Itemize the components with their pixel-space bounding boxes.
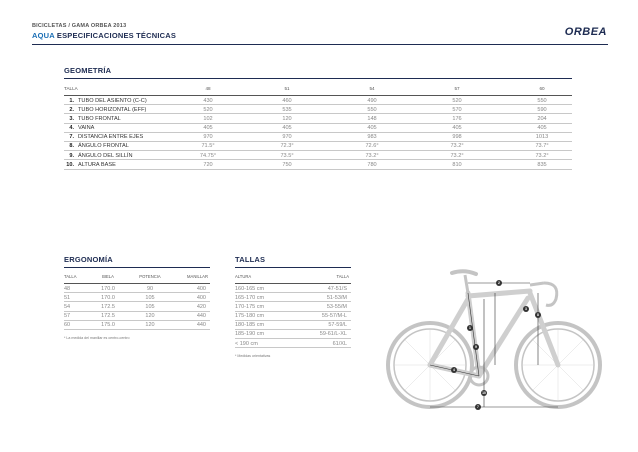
table-cell: 440 <box>196 313 206 320</box>
row-label: TUBO FRONTAL <box>78 115 121 122</box>
table-cell: 405 <box>537 125 547 132</box>
table-cell: 400 <box>196 285 206 292</box>
table-cell: 120 <box>145 313 155 320</box>
table-row <box>235 330 351 339</box>
size-header: 60 <box>539 86 545 91</box>
page-title <box>32 31 176 40</box>
marker-label: 1 <box>469 326 471 331</box>
ergonomy-note: * La medida del manillar es centro-centro <box>64 335 130 340</box>
table-row <box>64 105 572 114</box>
row-label: ALTURA BASE <box>78 161 116 168</box>
table-cell: 54 <box>64 303 71 310</box>
table-cell: 51-53/M <box>326 294 347 301</box>
table-cell: 72.6° <box>365 143 379 150</box>
table-cell: < 190 cm <box>235 340 258 347</box>
row-label: DISTANCIA ENTRE EJES <box>78 134 144 141</box>
sizes-title: TALLAS <box>235 255 266 264</box>
row-number: 8. <box>69 143 74 150</box>
table-cell: 998 <box>452 134 462 141</box>
ergonomy-header-row <box>64 268 210 284</box>
table-row <box>64 302 210 311</box>
seat-post <box>465 275 468 293</box>
table-row <box>64 160 572 169</box>
bike-geometry-diagram <box>378 263 610 413</box>
marker-label: 4 <box>453 368 455 373</box>
table-row <box>235 284 351 293</box>
size-header: 54 <box>369 86 375 91</box>
marker-label: 7 <box>477 405 479 410</box>
table-cell: 490 <box>367 97 377 104</box>
header-divider <box>32 44 608 45</box>
row-label: TUBO DEL ASIENTO (C-C) <box>78 97 147 104</box>
geometry-header-row <box>64 79 572 96</box>
table-cell: 420 <box>196 303 206 310</box>
header-kicker: BICICLETAS / GAMA ORBEA 2013 <box>32 23 127 29</box>
table-cell: 440 <box>196 322 206 329</box>
brand-logo-text: ORBEA <box>564 26 607 38</box>
table-cell: 160-165 cm <box>235 285 265 292</box>
table-row <box>64 293 210 302</box>
table-cell: 983 <box>367 134 377 141</box>
table-cell: 172.5 <box>101 313 115 320</box>
table-cell: 520 <box>452 97 462 104</box>
sizes-note: * Medidas orientativas <box>235 354 271 359</box>
table-cell: 74.75° <box>199 152 217 159</box>
table-cell: 60 <box>64 322 71 329</box>
table-cell: 970 <box>282 134 292 141</box>
page-subtitle: ESPECIFICACIONES TÉCNICAS <box>56 31 177 40</box>
row-label: VAINA <box>78 125 95 132</box>
marker-label: 3 <box>525 307 527 312</box>
geometry-table <box>64 79 572 170</box>
table-cell: 105 <box>145 303 155 310</box>
seat-stay <box>430 299 468 365</box>
table-cell: 520 <box>203 106 213 113</box>
marker-label: 2 <box>498 281 500 286</box>
table-cell: 120 <box>145 322 155 329</box>
table-cell: 570 <box>452 106 462 113</box>
table-cell: 970 <box>203 134 213 141</box>
table-cell: 73.7° <box>535 143 549 150</box>
down-tube <box>479 298 528 376</box>
table-row <box>64 142 572 151</box>
table-row <box>64 133 572 142</box>
orbea-logo <box>538 24 608 38</box>
row-label: TUBO HORIZONTAL (EFF) <box>78 106 147 113</box>
size-header: 48 <box>205 86 211 91</box>
table-cell: 51 <box>64 294 71 301</box>
table-cell: 550 <box>367 106 377 113</box>
sizes-header-row <box>235 268 351 284</box>
table-cell: 550 <box>537 97 547 104</box>
table-row <box>235 302 351 311</box>
table-cell: 172.5 <box>101 303 115 310</box>
table-cell: 405 <box>282 125 292 132</box>
table-cell: 148 <box>367 115 377 122</box>
table-cell: 175.0 <box>101 322 115 329</box>
table-cell: 405 <box>203 125 213 132</box>
table-row <box>235 321 351 330</box>
row-number: 2. <box>69 106 74 113</box>
table-cell: 835 <box>537 161 547 168</box>
table-cell: 73.5° <box>280 152 294 159</box>
table-cell: 185-190 cm <box>235 331 265 338</box>
size-header: 51 <box>284 86 290 91</box>
row-number: 1. <box>69 97 74 104</box>
table-cell: 590 <box>537 106 547 113</box>
ergonomy-title: ERGONOMÍA <box>64 255 113 264</box>
table-cell: 780 <box>367 161 377 168</box>
ergonomy-header: MANILLAR <box>187 274 208 279</box>
table-cell: 405 <box>452 125 462 132</box>
table-row <box>64 124 572 133</box>
table-cell: 73.2° <box>450 143 464 150</box>
table-cell: 73.2° <box>535 152 549 159</box>
table-row <box>64 151 572 160</box>
saddle <box>452 271 476 274</box>
row-number: 3. <box>69 115 74 122</box>
table-cell: 170.0 <box>101 294 115 301</box>
table-cell: 810 <box>452 161 462 168</box>
table-cell: 720 <box>203 161 213 168</box>
table-cell: 176 <box>452 115 462 122</box>
geometry-title: GEOMETRÍA <box>64 66 112 75</box>
table-cell: 105 <box>145 294 155 301</box>
size-label: TALLA <box>64 86 78 91</box>
table-cell: 53-55/M <box>326 303 347 310</box>
table-cell: 73.2° <box>450 152 464 159</box>
table-cell: 170-175 cm <box>235 303 265 310</box>
table-cell: 59-61/L-XL <box>319 331 347 338</box>
ergonomy-header: BIELA <box>102 274 114 279</box>
sizes-header: ALTURA <box>235 274 252 279</box>
table-row <box>235 312 351 321</box>
table-cell: 61/XL <box>332 340 347 347</box>
marker-label: 8 <box>537 313 539 318</box>
row-label: ÁNGULO DEL SILLÍN <box>78 152 133 159</box>
table-cell: 90 <box>146 285 154 292</box>
table-cell: 73.2° <box>365 152 379 159</box>
table-cell: 430 <box>203 97 213 104</box>
table-row <box>64 321 210 330</box>
table-cell: 204 <box>537 115 547 122</box>
sizes-header: TALLA <box>336 274 349 279</box>
table-cell: 170.0 <box>101 285 115 292</box>
table-cell: 165-170 cm <box>235 294 265 301</box>
size-header: 57 <box>454 86 460 91</box>
ergonomy-header: POTENCIA <box>139 274 161 279</box>
marker-label: 9 <box>475 345 477 350</box>
stem <box>530 283 544 285</box>
table-row <box>64 284 210 293</box>
table-cell: 750 <box>282 161 292 168</box>
table-cell: 175-180 cm <box>235 313 265 320</box>
table-row <box>64 96 572 105</box>
table-row <box>64 114 572 123</box>
table-cell: 55-57/M-L <box>321 313 347 320</box>
row-number: 4. <box>69 125 74 132</box>
bike-illustration <box>388 271 600 410</box>
table-cell: 102 <box>203 115 213 122</box>
row-number: 10. <box>66 161 74 168</box>
table-cell: 460 <box>282 97 292 104</box>
table-row <box>235 339 351 348</box>
table-cell: 1013 <box>535 134 549 141</box>
table-cell: 48 <box>64 285 71 292</box>
model-name: AQUA <box>32 31 55 40</box>
table-cell: 405 <box>367 125 377 132</box>
top-tube <box>468 291 530 296</box>
row-number: 9. <box>69 152 74 159</box>
handlebar <box>544 283 557 305</box>
table-cell: 120 <box>282 115 292 122</box>
sizes-table <box>235 268 351 358</box>
marker-label: 10 <box>482 391 486 396</box>
ergonomy-table <box>64 268 210 340</box>
table-cell: 47-51/S <box>327 285 347 292</box>
table-cell: 535 <box>282 106 292 113</box>
ergonomy-header: TALLA <box>64 274 77 279</box>
row-label: ÁNGULO FRONTAL <box>78 143 129 150</box>
table-cell: 57 <box>64 313 71 320</box>
table-cell: 57-59/L <box>328 322 347 329</box>
row-number: 7. <box>69 134 74 141</box>
table-cell: 400 <box>196 294 206 301</box>
table-row <box>64 312 210 321</box>
table-cell: 72.3° <box>280 143 294 150</box>
table-row <box>235 293 351 302</box>
table-cell: 180-185 cm <box>235 322 265 329</box>
table-cell: 71.5° <box>201 143 215 150</box>
